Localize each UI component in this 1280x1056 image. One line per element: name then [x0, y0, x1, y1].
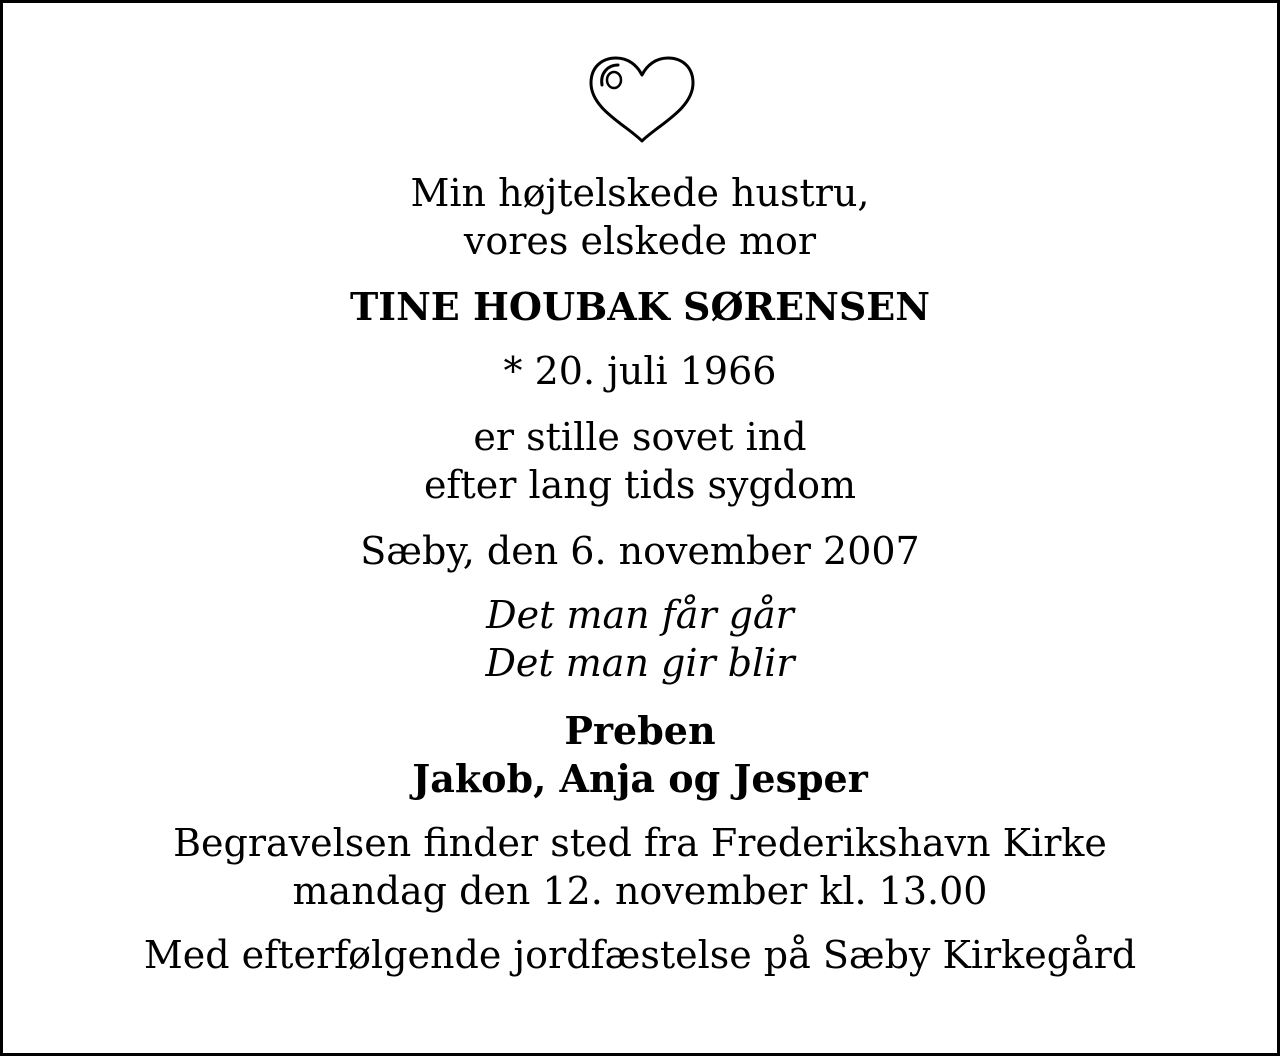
place-date: Sæby, den 6. november 2007	[360, 529, 920, 573]
funeral-line-2: mandag den 12. november kl. 13.00	[292, 869, 988, 913]
passing-line-2: efter lang tids sygdom	[423, 463, 857, 507]
verse-line-1: Det man får går	[486, 593, 794, 637]
heart-icon	[586, 53, 698, 147]
intro-line-1: Min højtelskede hustru,	[410, 171, 870, 215]
intro-line-2: vores elskede mor	[463, 219, 817, 263]
funeral-line-1: Begravelsen finder sted fra Frederikshavn Kirke	[173, 821, 1107, 865]
verse-line-2: Det man gir blir	[485, 641, 795, 685]
survivors-line-2: Jakob, Anja og Jesper	[412, 756, 868, 801]
birth-date: * 20. juli 1966	[503, 349, 777, 393]
burial-info: Med efterfølgende jordfæstelse på Sæby Kirkegård	[143, 933, 1137, 977]
survivors-line-1: Preben	[564, 708, 716, 753]
deceased-name: TINE HOUBAK SØRENSEN	[350, 284, 930, 329]
passing-line-1: er stille sovet ind	[473, 415, 807, 459]
